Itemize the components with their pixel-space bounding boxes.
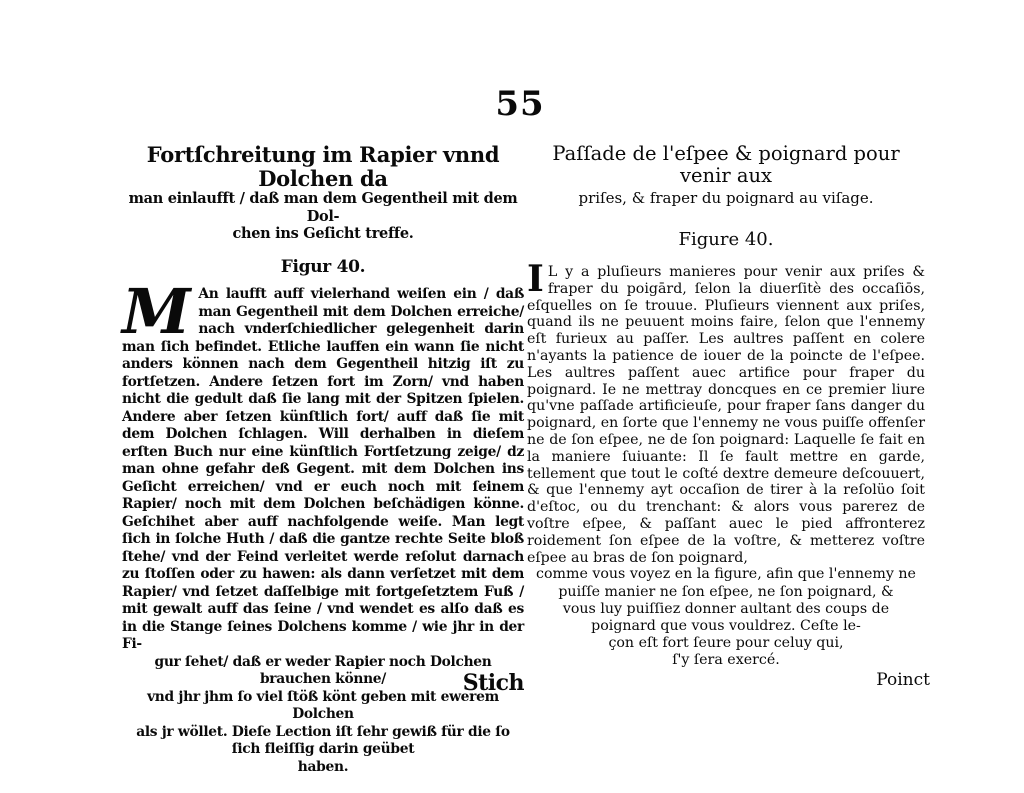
german-body-text: An laufft auff vielerhand weiſen ein / daß man Gegentheil mit dem Dolchen erreiche/ nach vnderſchiedlicher gelegenheit darin man ſich befindet. Etliche lauffen ein wann ſie nicht anders können nach dem Gegentheil hitzig iſt zu fortſetzen. Andere ſetzen fort im Zorn/ vnd haben nicht die gedult daß ſie lang mit der Spitzen ſpielen. Andere aber ſetzen künſtlich fort/ auff daß ſie mit dem Dolchen ſchlagen. Will derhalben in dieſem erſten Buch nur eine künſtlich Fortſetzung zeige/ dz man ohne gefahr deß Gegent. mit dem Dolchen ins Geſicht erreichen/ vnd er euch noch mit ſeinem Rapier/ noch mit dem Dolchen beſchädigen könne. Geſchihet aber auff nachfolgende weiſe. Man legt ſich in ſolche Huth / daß die gantze rechte Seite bloß ſtehe/ vnd der Feind verleitet werde reſolut darnach zu ſtoſſen oder zu hawen: als dann verſetzet mit dem Rapier/ vnd ſetzet daſſelbige mit fortgeſetztem Fuß / mit gewalt auff das ſeine / vnd wendet es alſo daß es in die Stange ſeines Dolchens komme / wie jhr in der Fi-	[122, 286, 524, 653]
german-taper-line: als jr wöllet. Dieſe Lection iſt ſehr gewiß für die ſo	[136, 723, 510, 740]
german-drop-cap: M	[122, 275, 191, 349]
german-taper-line: ſich fleiſſig darin geübet	[231, 741, 415, 758]
french-taper-line: çon eſt fort ſeure pour celuy qui,	[608, 635, 844, 652]
german-heading-line3: chen ins Geſicht treffe.	[232, 225, 414, 243]
french-figure-caption: Figure 40.	[678, 228, 774, 250]
french-taper-line: puiſſe manier ne ſon eſpee, ne ſon poignard, &	[558, 583, 894, 600]
page-number: 55	[495, 84, 545, 124]
german-body-paragraph	[122, 275, 524, 654]
german-taper-line: gur ſehet/ daß er weder Rapier noch Dolchen brauchen könne/	[154, 653, 492, 688]
french-column	[527, 143, 925, 670]
french-taper-line: comme vous voyez en la figure, afin que l'ennemy ne	[536, 566, 916, 583]
german-figure-caption: Figur 40.	[280, 257, 366, 278]
french-taper-line: ſ'y ſera exercé.	[672, 652, 780, 669]
french-body-text: L y a pluſieurs manieres pour venir aux priſes & fraper du poigārd, ſelon la diuerſitè des occaſiōs, eſquelles on ſe trouue. Pluſieurs viennent aux priſes, quand ils ne peuuent moins faire, ſelon que l'ennemy eſt furieux au paſſer. Les aultres paſſent en colere n'ayants la patience de iouer de la poincte de l'eſpee. Les aultres paſſent auec artifice pour fraper du poignard. Ie ne mettray doncques en ce premier liure qu'vne paſſade artificieuſe, pour fraper ſans danger du poignard, en ſorte que l'ennemy ne vous puiſſe offenſer ne de ſon eſpee, ne de ſon poignard: Laquelle ſe fait en la maniere ſuiuante: Il ſe fault mettre en garde, tellement que tout le coſté dextre demeure deſcouuert, & que l'ennemy ayt occaſion de tirer à la reſolüo ſoit d'eſtoc, ou du trenchant: & alors vous parerez de voſtre eſpee, & paſſant auec le pied affronterez roidement ſon eſpee de la voſtre, & metterez voſtre eſpee au bras de ſon poignard,	[527, 263, 925, 566]
german-heading-line2: man einlaufft / daß man dem Gegentheil mit dem Dol-	[128, 190, 518, 225]
german-catchword: Stich	[462, 670, 524, 696]
french-heading-line1: Paſſade de l'eſpee & poignard pour venir aux	[552, 142, 900, 187]
german-taper-line: haben.	[297, 758, 349, 775]
french-body-paragraph	[527, 257, 925, 566]
french-drop-cap: I	[527, 257, 544, 300]
german-heading-line1: Fortſchreitung im Rapier vnnd Dolchen da	[146, 142, 500, 191]
french-taper-line: poignard que vous vouldrez. Ceſte le-	[591, 617, 861, 634]
french-heading-line2: priſes, & fraper du poignard au viſage.	[578, 188, 874, 207]
french-taper-line: vous luy puiſſiez donner aultant des coups de	[562, 600, 890, 617]
french-catchword: Poinct	[876, 670, 930, 690]
german-taper-line: vnd jhr jhm ſo viel ſtöß könt geben mit ewerem Dolchen	[147, 688, 499, 723]
